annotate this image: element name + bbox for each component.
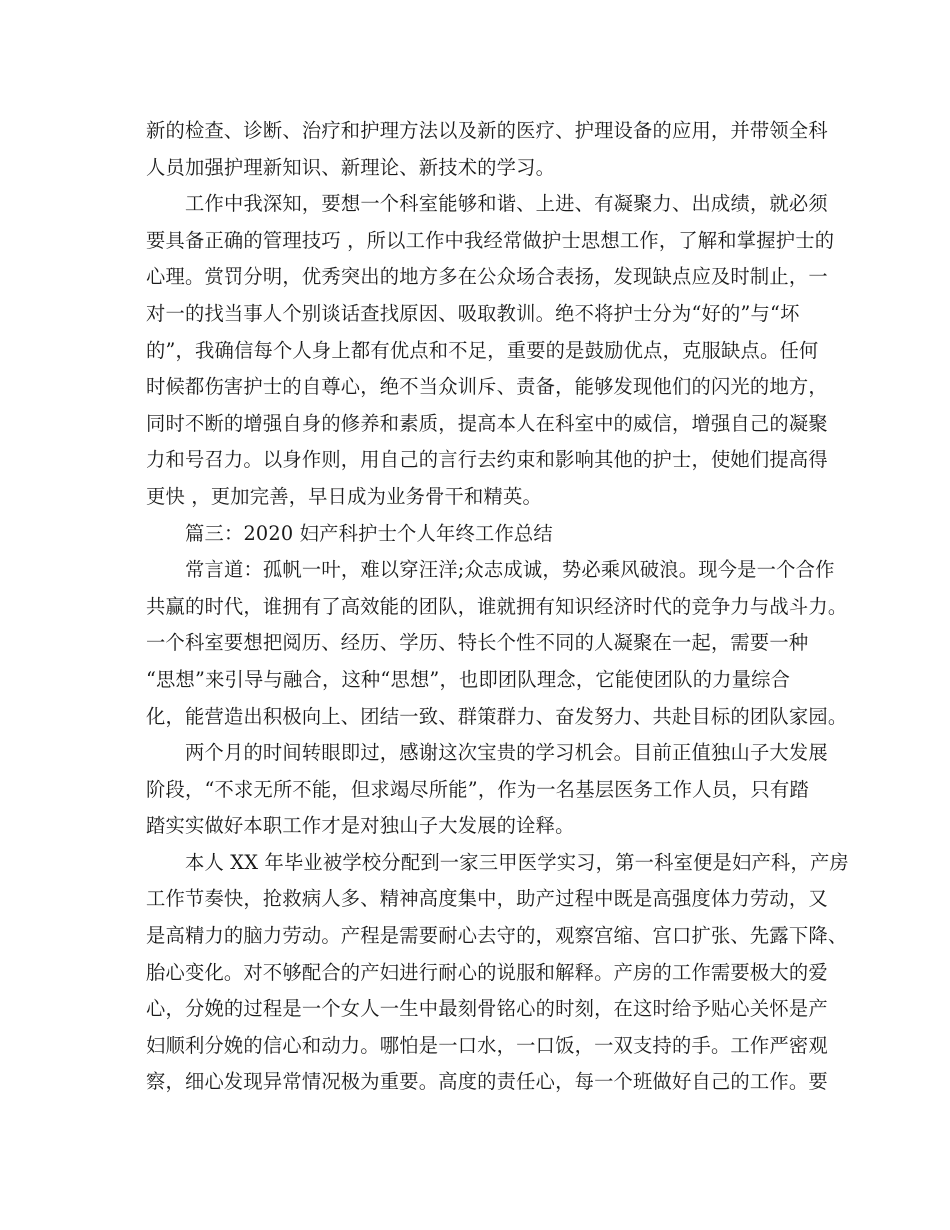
text-line: 一个科室要想把阅历、经历、学历、特长个性不同的人凝聚在一起，需要一种 [146,631,809,655]
text-line: 踏实实做好本职工作才是对独山子大发展的诠释。 [146,814,575,838]
text-line: 本人 XX 年毕业被学校分配到一家三甲医学实习，第一科室便是妇产科，产房 [185,850,849,874]
text-line: 两个月的时间转眼即过，感谢这次宝贵的学习机会。目前正值独山子大发展 [185,741,828,765]
text-line: 更快 ，更加完善，早日成为业务骨干和精英。 [146,484,542,508]
text-line: 察，细心发现异常情况极为重要。高度的责任心，每一个班做好自己的工作。要 [146,1070,828,1094]
text-line: 力和号召力。以身作则，用自己的言行去约束和影响其他的护士，使她们提高得 [146,448,828,472]
document-body [146,113,849,1101]
text-line: 工作中我深知，要想一个科室能够和谐、上进、有凝聚力、出成绩，就必须 [185,192,828,216]
text-line: 工作节奏快，抢救病人多、精神高度集中，助产过程中既是高强度体力劳动，又 [146,887,828,911]
text-line: 心，分娩的过程是一个女人一生中最刻骨铭心的时刻，在这时给予贴心关怀是产 [146,997,828,1021]
text-line: 时候都伤害护士的自尊心，绝不当众训斥、责备，能够发现他们的闪光的地方， [146,375,828,399]
text-line: 妇顺利分娩的信心和动力。哪怕是一口水，一口饭，一双支持的手。工作严密观 [146,1033,828,1057]
text-line: 同时不断的增强自身的修养和素质，提高本人在科室中的威信，增强自己的凝聚 [146,411,828,435]
text-line: “思想”来引导与融合，这种“思想”，也即团队理念，它能使团队的力量综合 [146,667,791,691]
text-line: 化，能营造出积极向上、团结一致、群策群力、奋发努力、共赴目标的团队家园。 [146,704,848,728]
text-line: 是高精力的脑力劳动。产程是需要耐心去守的，观察宫缩、宫口扩张、先露下降、 [146,924,848,948]
text-line: 要具备正确的管理技巧 ，所以工作中我经常做护士思想工作，了解和掌握护士的 [146,228,835,252]
text-line: 心理。赏罚分明，优秀突出的地方多在公众场合表扬，发现缺点应及时制止，一 [146,265,828,289]
text-line: 新的检查、诊断、治疗和护理方法以及新的医疗、护理设备的应用，并带领全科 [146,119,828,142]
text-line: 的”，我确信每个人身上都有优点和不足，重要的是鼓励优点，克服缺点。任何 [146,338,819,362]
text-line: 对一的找当事人个别谈话查找原因、吸取教训。绝不将护士分为“好的”与“坏 [146,301,800,325]
text-line: 人员加强护理新知识、新理论、新技术的学习。 [146,155,556,179]
text-line: 胎心变化。对不够配合的产妇进行耐心的说服和解释。产房的工作需要极大的爱 [146,960,828,984]
text-line: 常言道：孤帆一叶，难以穿汪洋;众志成诚，势必乘风破浪。现今是一个合作 [185,558,835,582]
text-line: 共赢的时代，谁拥有了高效能的团队，谁就拥有知识经济时代的竞争力与战斗力。 [146,594,848,618]
text-line: 篇三：2020 妇产科护士个人年终工作总结 [185,521,553,545]
text-line: 阶段，“不求无所不能，但求竭尽所能”，作为一名基层医务工作人员，只有踏 [146,777,809,801]
